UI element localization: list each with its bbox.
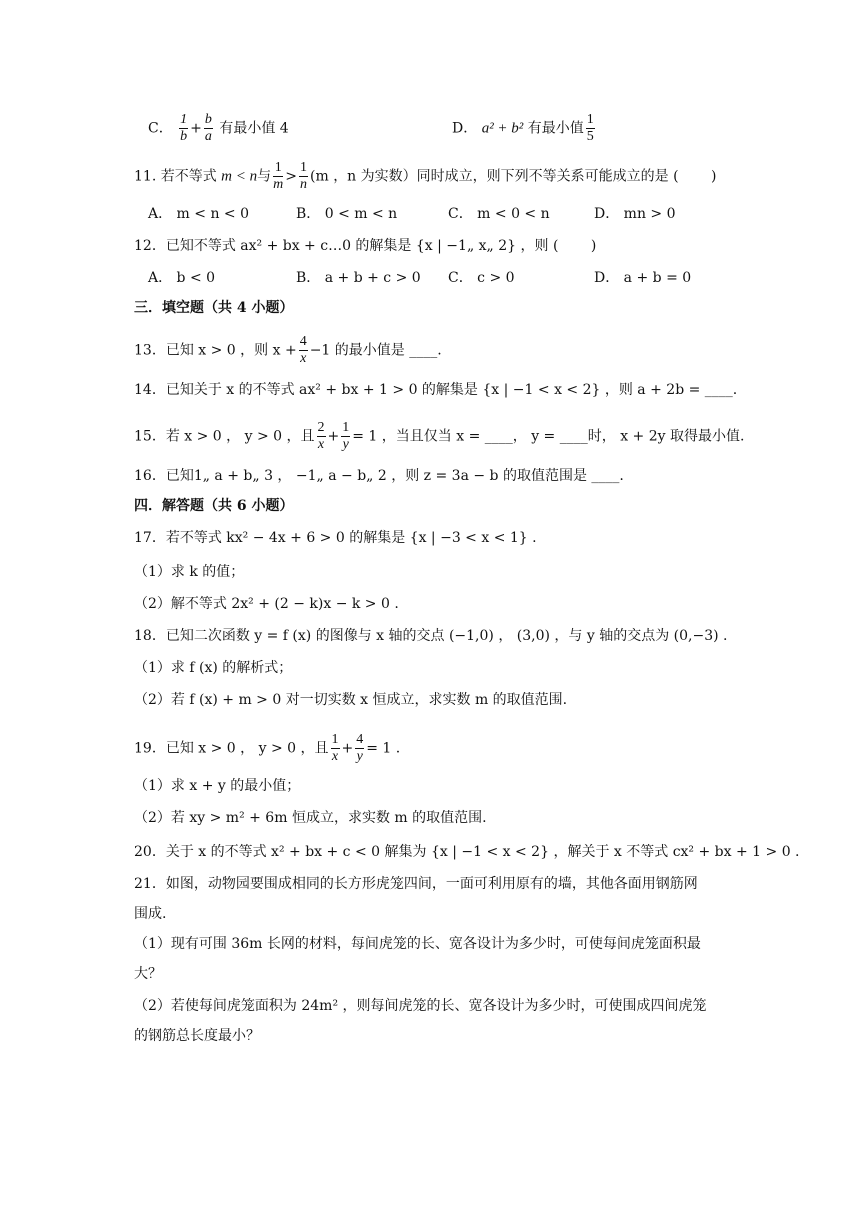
q19-fraction-1: $\frac{1}{x}$ (331, 732, 339, 764)
q11-stem: 11. 若不等式 m < n与 $\frac{1}{m}$ > $\frac{1}{n}$ (m ，n 为实数）同时成立，则下列不等关系可能成立的是 ( ) (134, 160, 717, 192)
q21-stem-line-1: 21．如图，动物园要围成相同的长方形虎笼四间，一面可利用原有的墙，其他各面用钢筋网 (134, 876, 698, 892)
q10-option-d (452, 112, 597, 145)
q19-fraction-2: $\frac{4}{y}$ (356, 732, 364, 764)
q12-option-a: A． b < 0 (148, 270, 216, 286)
q11-option-d: D． mn > 0 (594, 206, 676, 222)
q21-stem-line-2: 围成. (134, 906, 167, 922)
q15-fraction-1: $\frac{2}{x}$ (317, 420, 325, 452)
q17-stem: 17．若不等式 kx² − 4x + 6 > 0 的解集是 {x | −3 < x < 1} . (134, 530, 537, 546)
q15-fraction-2: $\frac{1}{y}$ (342, 420, 350, 452)
section-4-heading: 四．解答题（共 6 小题） (134, 498, 294, 514)
q21-part-2-line-2: 的钢筋总长度最小？ (134, 1028, 260, 1044)
section-3-heading: 三．填空题（共 4 小题） (134, 300, 294, 316)
q12-option-d: D． a + b = 0 (594, 270, 692, 286)
q11-fraction-2: $\frac{1}{n}$ (300, 160, 307, 192)
q11-option-b: B． 0 < m < n (296, 206, 398, 222)
q18-part-1: （1）求 f (x) 的解析式； (134, 660, 293, 676)
q12-option-b: B． a + b + c > 0 (296, 270, 421, 286)
q11-option-a: A． m < n < 0 (148, 206, 250, 222)
q12-stem: 12．已知不等式 ax² + bx + c…0 的解集是 {x | −1„ x„ 2} ，则 ( ) (134, 238, 597, 254)
q10-d-expr: a² + b² (481, 120, 524, 137)
q19-part-1: （1）求 x + y 的最小值； (134, 778, 301, 794)
q10-c-fraction-2: $\frac{b}{a}$ (204, 112, 212, 144)
q13-fraction: $\frac{4}{x}$ (299, 334, 307, 366)
q10-c-text: 有最小值 4 (219, 120, 289, 137)
q10-option-c: C． $\frac{1}{b}$ + $\frac{b}{a}$ 有最小值 4 (148, 112, 289, 144)
q10-d-fraction: $\frac{1}{5}$ (586, 112, 594, 144)
q14-stem: 14．已知关于 x 的不等式 ax² + bx + 1 > 0 的解集是 {x | −1 < x < 2} ，则 a + 2b = ____. (134, 382, 738, 398)
q17-part-1: （1）求 k 的值； (134, 564, 245, 580)
q10-c-label: C． (148, 120, 173, 137)
q19-part-2: （2）若 xy > m² + 6m 恒成立，求实数 m 的取值范围. (134, 810, 487, 826)
q16-stem: 16．已知1„ a + b„ 3 ， −1„ a − b„ 2 ，则 z = 3a − b 的取值范围是 ____. (134, 468, 624, 484)
q10-c-fraction-1: $\frac{1}{b}$ (180, 112, 188, 144)
q11-option-c: C． m < 0 < n (448, 206, 550, 222)
q21-part-2-line-1: （2）若使每间虎笼面积为 24m² ，则每间虎笼的长、宽各设计为多少时，可使围成四间虎笼 (134, 998, 707, 1014)
q15-stem: 15．若 x > 0 ， y > 0 ，且 $\frac{2}{x}$ + $\frac{1}{y}$ = 1 ，当且仅当 x = ____， y = ____时， x + 2y 取得最小值. (134, 420, 745, 452)
q18-part-2: （2）若 f (x) + m > 0 对一切实数 x 恒成立，求实数 m 的取值范围. (134, 692, 568, 708)
q10-d-label: D． (452, 120, 478, 137)
q11-fraction-1: $\frac{1}{m}$ (273, 160, 284, 192)
q17-part-2: （2）解不等式 2x² + (2 − k)x − k > 0 . (134, 596, 399, 612)
q12-option-c: C． c > 0 (448, 270, 515, 286)
q19-stem: 19．已知 x > 0 ， y > 0 ，且 $\frac{1}{x}$ + $\frac{4}{y}$ = 1 . (134, 732, 401, 764)
q20-stem: 20．关于 x 的不等式 x² + bx + c < 0 解集为 {x | −1 < x < 2} ，解关于 x 不等式 cx² + bx + 1 > 0 . (134, 844, 800, 860)
q13-stem: 13．已知 x > 0 ，则 x + $\frac{4}{x}$ −1 的最小值是 ____. (134, 334, 442, 366)
q18-stem: 18．已知二次函数 y = f (x) 的图像与 x 轴的交点 (−1,0) ， (3,0) ，与 y 轴的交点为 (0,−3) . (134, 628, 728, 644)
q10-d-text: 有最小值 (527, 120, 584, 137)
q21-part-1-line-1: （1）现有可围 36m 长网的材料，每间虎笼的长、宽各设计为多少时，可使每间虎笼面积最 (134, 936, 701, 952)
q21-part-1-line-2: 大？ (134, 966, 162, 982)
